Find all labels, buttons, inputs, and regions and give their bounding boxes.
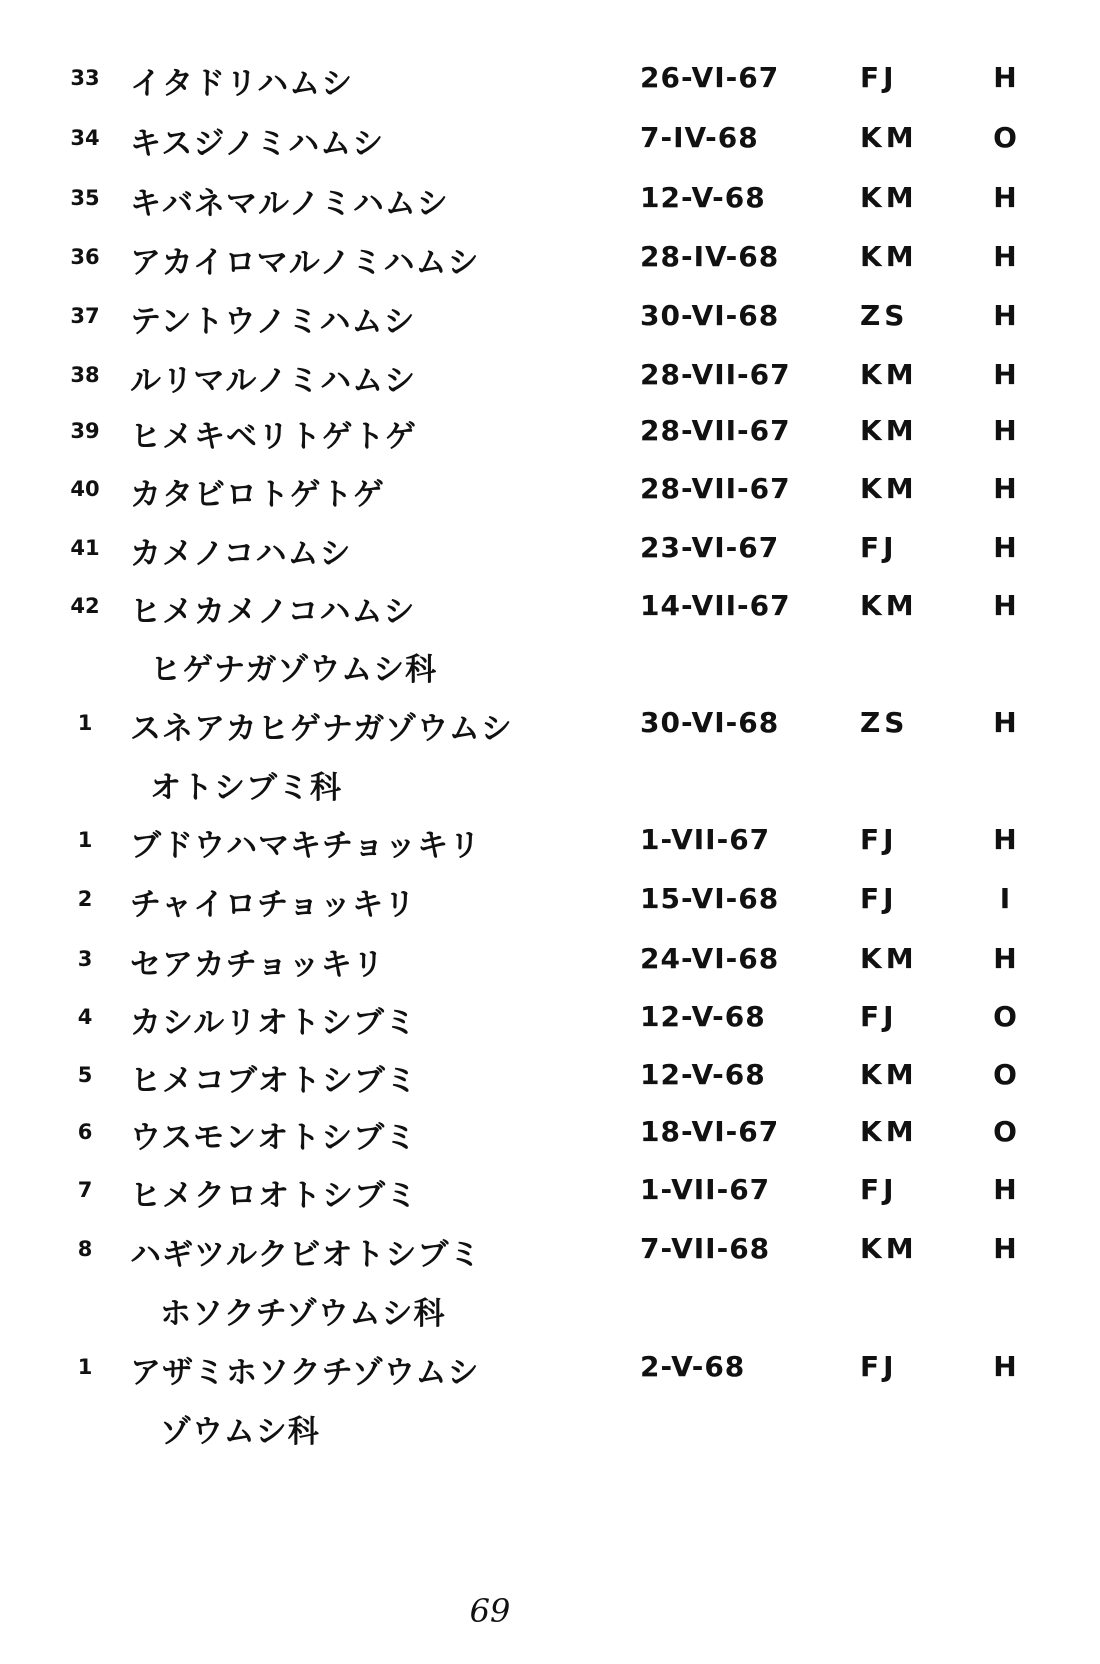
species-name: ヒメカメノコハムシ xyxy=(130,594,416,630)
status-code: O xyxy=(993,121,1017,154)
collector-code: KM xyxy=(860,240,918,273)
table-row xyxy=(0,172,1100,232)
species-name: キバネマルノミハムシ xyxy=(130,186,449,222)
status-code: H xyxy=(993,358,1017,391)
table-row xyxy=(0,405,1100,465)
collector-code: KM xyxy=(860,1058,918,1091)
collector-code: FJ xyxy=(860,1000,898,1033)
table-row xyxy=(0,1049,1100,1109)
collector-code: KM xyxy=(860,121,918,154)
entry-number: 33 xyxy=(70,66,100,90)
status-code: H xyxy=(993,61,1017,94)
status-code: H xyxy=(993,1173,1017,1206)
entry-number: 5 xyxy=(77,1063,93,1087)
entry-number: 1 xyxy=(77,1355,93,1379)
collection-date: 28-VII-67 xyxy=(640,358,791,391)
collector-code: KM xyxy=(860,358,918,391)
collector-code: KM xyxy=(860,589,918,622)
collector-code: KM xyxy=(860,1232,918,1265)
table-row xyxy=(0,933,1100,993)
table-row xyxy=(0,1223,1100,1283)
collection-date: 24-VI-68 xyxy=(640,942,780,975)
status-code: H xyxy=(993,531,1017,564)
collection-date: 30-VI-68 xyxy=(640,706,780,739)
status-code: H xyxy=(993,823,1017,856)
collection-date: 28-VII-67 xyxy=(640,472,791,505)
family-heading: ゾウムシ科 xyxy=(160,1414,320,1450)
family-heading: ホソクチゾウムシ科 xyxy=(160,1296,446,1332)
table-row xyxy=(0,231,1100,291)
species-name: カタビロトゲトゲ xyxy=(130,477,385,513)
collection-date: 30-VI-68 xyxy=(640,299,780,332)
page-number: 69 xyxy=(469,1592,511,1630)
collector-code: FJ xyxy=(860,823,898,856)
entry-number: 3 xyxy=(77,947,93,971)
species-name: ハギツルクビオトシブミ xyxy=(130,1237,482,1273)
table-row xyxy=(0,349,1100,409)
species-name: テントウノミハムシ xyxy=(130,304,416,340)
collection-date: 28-VII-67 xyxy=(640,414,791,447)
collector-code: KM xyxy=(860,181,918,214)
species-name: キスジノミハムシ xyxy=(130,126,385,162)
entry-number: 42 xyxy=(70,594,100,618)
collection-date: 18-VI-67 xyxy=(640,1115,780,1148)
collector-code: ZS xyxy=(860,706,909,739)
status-code: I xyxy=(999,882,1011,915)
status-code: O xyxy=(993,1000,1017,1033)
collection-date: 1-VII-67 xyxy=(640,823,771,856)
entry-number: 2 xyxy=(77,887,93,911)
species-name: ヒメキベリトゲトゲ xyxy=(130,419,417,455)
status-code: H xyxy=(993,414,1017,447)
status-code: H xyxy=(993,240,1017,273)
entry-number: 36 xyxy=(70,245,100,269)
species-name: セアカチョッキリ xyxy=(130,947,385,983)
species-name: ウスモンオトシブミ xyxy=(130,1120,418,1156)
collection-date: 26-VI-67 xyxy=(640,61,780,94)
entry-number: 1 xyxy=(77,711,93,735)
collection-date: 15-VI-68 xyxy=(640,882,780,915)
species-name: アザミホソクチゾウムシ xyxy=(130,1355,480,1391)
species-name: カシルリオトシブミ xyxy=(130,1005,417,1041)
species-name: ブドウハマキチョッキリ xyxy=(130,828,482,864)
status-code: H xyxy=(993,1232,1017,1265)
collector-code: FJ xyxy=(860,1173,898,1206)
entry-number: 6 xyxy=(77,1120,93,1144)
status-code: H xyxy=(993,942,1017,975)
entry-number: 4 xyxy=(77,1005,93,1029)
collection-date: 7-VII-68 xyxy=(640,1232,771,1265)
table-row xyxy=(0,991,1100,1051)
status-code: H xyxy=(993,706,1017,739)
table-row xyxy=(0,1106,1100,1166)
table-row xyxy=(0,873,1100,933)
collection-date: 14-VII-67 xyxy=(640,589,791,622)
collection-date: 1-VII-67 xyxy=(640,1173,771,1206)
collection-date: 7-IV-68 xyxy=(640,121,759,154)
species-name: スネアカヒゲナガゾウムシ xyxy=(130,711,513,747)
collection-date: 12-V-68 xyxy=(640,181,766,214)
collection-date: 12-V-68 xyxy=(640,1058,766,1091)
species-name: ヒメクロオトシブミ xyxy=(130,1178,418,1214)
collector-code: ZS xyxy=(860,299,909,332)
status-code: H xyxy=(993,1350,1017,1383)
table-row xyxy=(0,697,1100,757)
entry-number: 7 xyxy=(77,1178,93,1202)
table-row xyxy=(0,580,1100,640)
table-row xyxy=(0,290,1100,350)
collector-code: FJ xyxy=(860,882,898,915)
species-name: アカイロマルノミハムシ xyxy=(130,245,480,281)
entry-number: 1 xyxy=(77,828,93,852)
table-row xyxy=(0,463,1100,523)
status-code: H xyxy=(993,299,1017,332)
collection-date: 28-IV-68 xyxy=(640,240,780,273)
table-row xyxy=(0,112,1100,172)
species-name: ヒメコブオトシブミ xyxy=(130,1063,418,1099)
entry-number: 38 xyxy=(70,363,100,387)
collector-code: KM xyxy=(860,942,918,975)
collector-code: FJ xyxy=(860,531,898,564)
status-code: O xyxy=(993,1058,1017,1091)
table-row xyxy=(0,522,1100,582)
status-code: H xyxy=(993,589,1017,622)
entry-number: 8 xyxy=(77,1237,93,1261)
table-row xyxy=(0,52,1100,112)
entry-number: 34 xyxy=(70,126,100,150)
entry-number: 39 xyxy=(70,419,100,443)
species-name: カメノコハムシ xyxy=(130,536,352,572)
table-row xyxy=(0,1341,1100,1401)
entry-number: 41 xyxy=(70,536,100,560)
collection-date: 2-V-68 xyxy=(640,1350,746,1383)
entry-number: 35 xyxy=(70,186,100,210)
status-code: H xyxy=(993,472,1017,505)
family-heading: オトシブミ科 xyxy=(150,770,342,806)
collection-date: 12-V-68 xyxy=(640,1000,766,1033)
collector-code: FJ xyxy=(860,61,898,94)
species-name: イタドリハムシ xyxy=(130,66,354,102)
family-heading: ヒゲナガゾウムシ科 xyxy=(150,652,438,688)
table-row xyxy=(0,814,1100,874)
collector-code: KM xyxy=(860,472,918,505)
status-code: H xyxy=(993,181,1017,214)
status-code: O xyxy=(993,1115,1017,1148)
entry-number: 40 xyxy=(70,477,100,501)
collector-code: FJ xyxy=(860,1350,898,1383)
collection-date: 23-VI-67 xyxy=(640,531,780,564)
collector-code: KM xyxy=(860,1115,918,1148)
table-row xyxy=(0,1164,1100,1224)
entry-number: 37 xyxy=(70,304,100,328)
collector-code: KM xyxy=(860,414,918,447)
species-name: ルリマルノミハムシ xyxy=(130,363,417,399)
species-name: チャイロチョッキリ xyxy=(130,887,417,923)
